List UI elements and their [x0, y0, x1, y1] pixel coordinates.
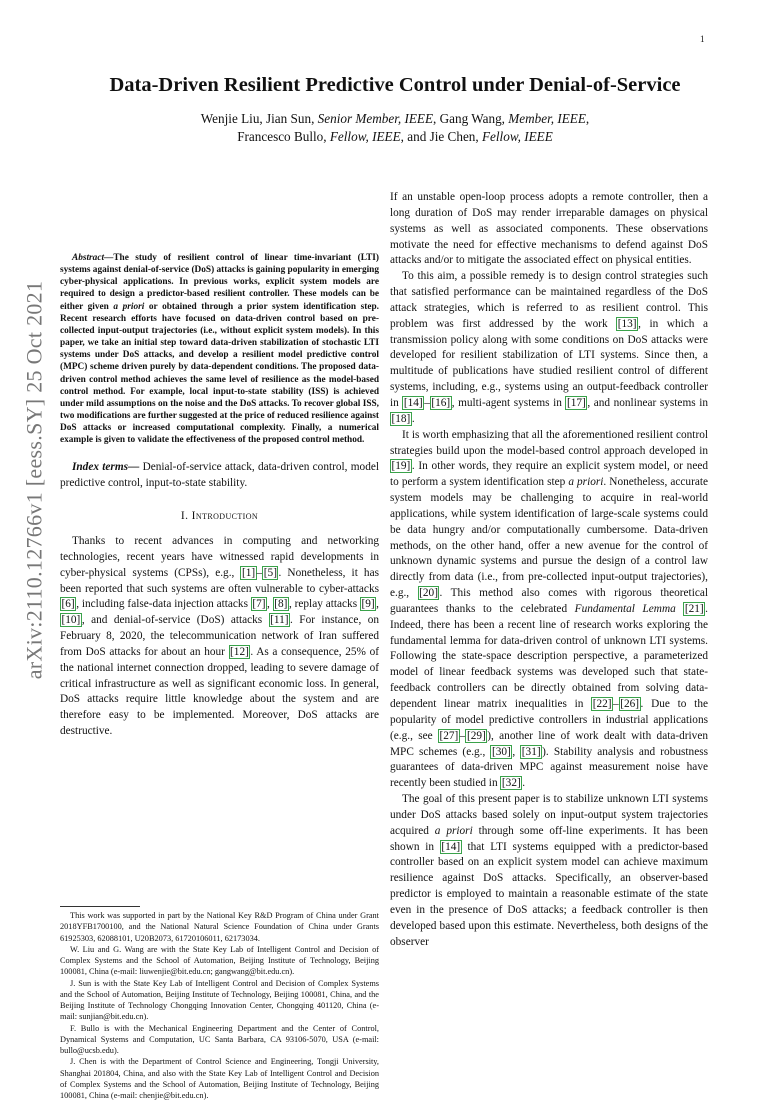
- footnote-affiliation: J. Chen is with the Department of Control Science and Engineering, Tongji University, Shanghai 201804, China, and also with the State Key Lab of Intelligent Control and Decision of Complex Systems and the School of Automation, Beijing Institute of Technology, Beijing 100081, China (e-mail: chenjie@bit.edu.cn).: [60, 1057, 379, 1100]
- citation-link[interactable]: [17]: [566, 396, 586, 409]
- citation-link[interactable]: [14]: [403, 396, 423, 409]
- arxiv-stamp: [14, 260, 54, 700]
- paper-title: Data-Driven Resilient Predictive Control under Denial-of-Service: [109, 74, 681, 96]
- abstract: Abstract—The study of resilient control of linear time-invariant (LTI) systems against denial-of-service (DoS) attacks is gaining popularity in emerging cyber-physical applications. In previous works, explicit system models are required to design a predictor-based resilient controller. These models can be either given a priori or obtained through a prior system identification step. Recent research efforts have focused on data-driven control based on pre-collected input-output trajectories (i.e., without explicit system models). In this paper, we take an initial step toward data-driven stabilization of stochastic LTI systems under DoS attacks, and develop a resilient model predictive control (MPC) scheme driven purely by data-dependent conditions. The proposed data-driven control method achieves the same level of resilience as the model-based control method. For example, local input-to-state stability (ISS) is achieved under mild assumptions on the noise and the DoS attacks. To recover global ISS, two modifications are further suggested at the price of reduced resilience against DoS attacks or increased computational complexity. Finally, a numerical example is given to validate the effectiveness of the proposed control method.: [60, 253, 379, 446]
- author-line-1: Wenjie Liu, Jian Sun, Senior Member, IEEE, Gang Wang, Member, IEEE,: [200, 111, 590, 126]
- citation-link[interactable]: [16]: [431, 396, 451, 409]
- citation-link[interactable]: [22]: [592, 698, 612, 710]
- introduction-paragraph: Thanks to recent advances in computing and networking technologies, recent years have witnessed rapid developments in cyber-physical systems (CPSs), e.g., [1] – [5] . Nonetheless, it has been reported that such systems are often vulnerable to cyber-attacks [6] , including false-data injection attacks [7] , [8] , replay attacks [9] , [10] , and denial-of-service (DoS) attacks [11] . For instance, on February 8, 2020, the telecommunication network of Iran suffered from DoS attacks for about an hour [12] . As a consequence, 25% of the national internet connection dropped, leading to severe damage of critical infrastructure as well as significant economic loss. In general, DoS attacks require little knowledge about the system and are therefore easy to be implemented. Moreover, DoS attacks are destructive.: [60, 535, 379, 738]
- footnote-divider: [60, 906, 140, 907]
- citation-link[interactable]: [11]: [270, 614, 289, 627]
- right-column: [390, 190, 708, 951]
- body-paragraph: It is worth emphasizing that all the aforementioned resilient control strategies build upon the model-based control approach developed in [19] . In other words, they require an explicit system model, or need to perform a system identification step a priori. Nonetheless, accurate system models may be challenging to acquire in real-world applications, while system identification of large-scale systems could be data hungry and/or computationally cumbersome. Data-driven methods, on the other hand, offer a new avenue for the control of unknown dynamic systems and pursue the design of a control law directly from data (i.e., from pre-collected input-output trajectories), e.g., [20] . This method also comes with rigorous theoretical guarantees thanks to the celebrated Fundamental Lemma [21] . Indeed, there has been a recent line of research works exploring the fundamental lemma for data-driven control of unknown LTI systems. Following the state-space description perspective, a parameterized model of linear feedback systems was developed such that state-feedback controllers can be directly obtained from solving data-dependent linear matrix inequalities in [22] – [26] . Due to the popularity of model predictive controllers in industrial applications (e.g., see [27] – [29] ), another line of work dealt with data-driven MPC schemes (e.g., [30] , [31] ). Stability analysis and robustness guarantees of data-driven MPC against measurement noise have recently been studied in [32] .: [390, 428, 708, 790]
- footnotes: [60, 910, 379, 1101]
- footnote-funding: This work was supported in part by the National Key R&D Program of China under Grant 2018YFB1700100, and the National Natural Science Foundation of China under Grants 61925303, 62088101, U20B2073, 61720106011, 62173034.: [60, 911, 379, 943]
- citation-link[interactable]: [7]: [252, 598, 266, 611]
- citation-link[interactable]: [8]: [274, 598, 288, 611]
- index-terms: Index terms— Denial-of-service attack, data-driven control, model predictive control, input-to-state stability.: [60, 461, 379, 489]
- citation-link[interactable]: [19]: [391, 460, 411, 473]
- body-paragraph: To this aim, a possible remedy is to design control strategies such that satisfied performance can be maintained regardless of the DoS attack strategies, which is referred to as resilient control. This problem was first addressed by the work [13] , in which a transmission policy along with some conditions on DoS attacks were developed for resilient stabilization of LTI systems. Since then, a multitude of publications have studied resilient control of different systems, including, e.g., systems using an output-feedback controller in [14] – [16] , multi-agent systems in [17] , and nonlinear systems in [18] .: [390, 270, 708, 425]
- page-number: 1: [700, 34, 705, 44]
- footnote-affiliation: F. Bullo is with the Mechanical Engineering Department and the Center of Control, Dynamical Systems and Computation, UC Santa Barbara, CA 93106-5070, USA (e-mail: bullo@ucsb.edu).: [60, 1023, 379, 1055]
- citation-link[interactable]: [13]: [617, 317, 637, 330]
- abstract-label: Abstract: [72, 253, 105, 263]
- citation-link[interactable]: [20]: [419, 587, 438, 600]
- citation-link[interactable]: [6]: [61, 598, 75, 611]
- citation-link[interactable]: [14]: [441, 840, 461, 853]
- section-heading-introduction: I. Introduction: [180, 510, 259, 522]
- citation-link[interactable]: [12]: [230, 645, 249, 658]
- index-terms-label: Index terms—: [72, 461, 140, 473]
- body-paragraph: The goal of this present paper is to stabilize unknown LTI systems under DoS attacks based solely on input-output system trajectories acquired a priori through some off-line experiments. It has been shown in [14] that LTI systems equipped with a predictor-based controller based on an explicit system model can achieve maximum resilience against DoS attacks. Specifically, an observer-based predictor is employed to maintain a reasonable estimate of the state even in the presence of DoS attacks; a feedback controller is then developed based upon this estimate. Nevertheless, both designs of the observer: [390, 793, 709, 948]
- citation-link[interactable]: [29]: [466, 729, 486, 742]
- citation-link[interactable]: [32]: [501, 777, 521, 790]
- author-line-2: Francesco Bullo, Fellow, IEEE, and Jie Chen, Fellow, IEEE: [237, 129, 553, 144]
- citation-link[interactable]: [30]: [491, 745, 511, 758]
- citation-link[interactable]: [9]: [361, 598, 375, 611]
- citation-link[interactable]: [5]: [263, 566, 277, 579]
- footnote-affiliation: W. Liu and G. Wang are with the State Key Lab of Intelligent Control and Decision of Complex Systems and the School of Automation, Beijing Institute of Technology, Beijing 100081, China (e-mail: liuwenjie@bit.edu.cn; gangwang@bit.edu.cn).: [60, 944, 379, 977]
- citation-link[interactable]: [31]: [521, 745, 541, 758]
- citation-link[interactable]: [21]: [684, 602, 704, 615]
- citation-link[interactable]: [1]: [241, 566, 256, 579]
- citation-link[interactable]: [27]: [439, 729, 459, 742]
- citation-link[interactable]: [18]: [391, 412, 411, 425]
- footnote-affiliation: J. Sun is with the State Key Lab of Intelligent Control and Decision of Complex Systems and the School of Automation, Beijing Institute of Technology, Beijing 100081, China, and the Beijing Institute of Technology Chongqing Innovation Center, Chongqing 401120, China (e-mail: sunjian@bit.edu.cn).: [60, 978, 379, 1022]
- citation-link[interactable]: [26]: [620, 698, 640, 710]
- citation-link[interactable]: [10]: [61, 614, 81, 627]
- body-paragraph: If an unstable open-loop process adopts a remote controller, then a long duration of DoS may render irreparable damages on physical systems as well as associated components. These observations motivate the need for effective mechanisms to defend against DoS attacks and/or to mitigate the associated effect on physical entities.: [390, 191, 708, 267]
- author-list: [60, 110, 730, 146]
- arxiv-identifier: arXiv:2110.12766v1 [eess.SY] 25 Oct 2021: [21, 280, 46, 680]
